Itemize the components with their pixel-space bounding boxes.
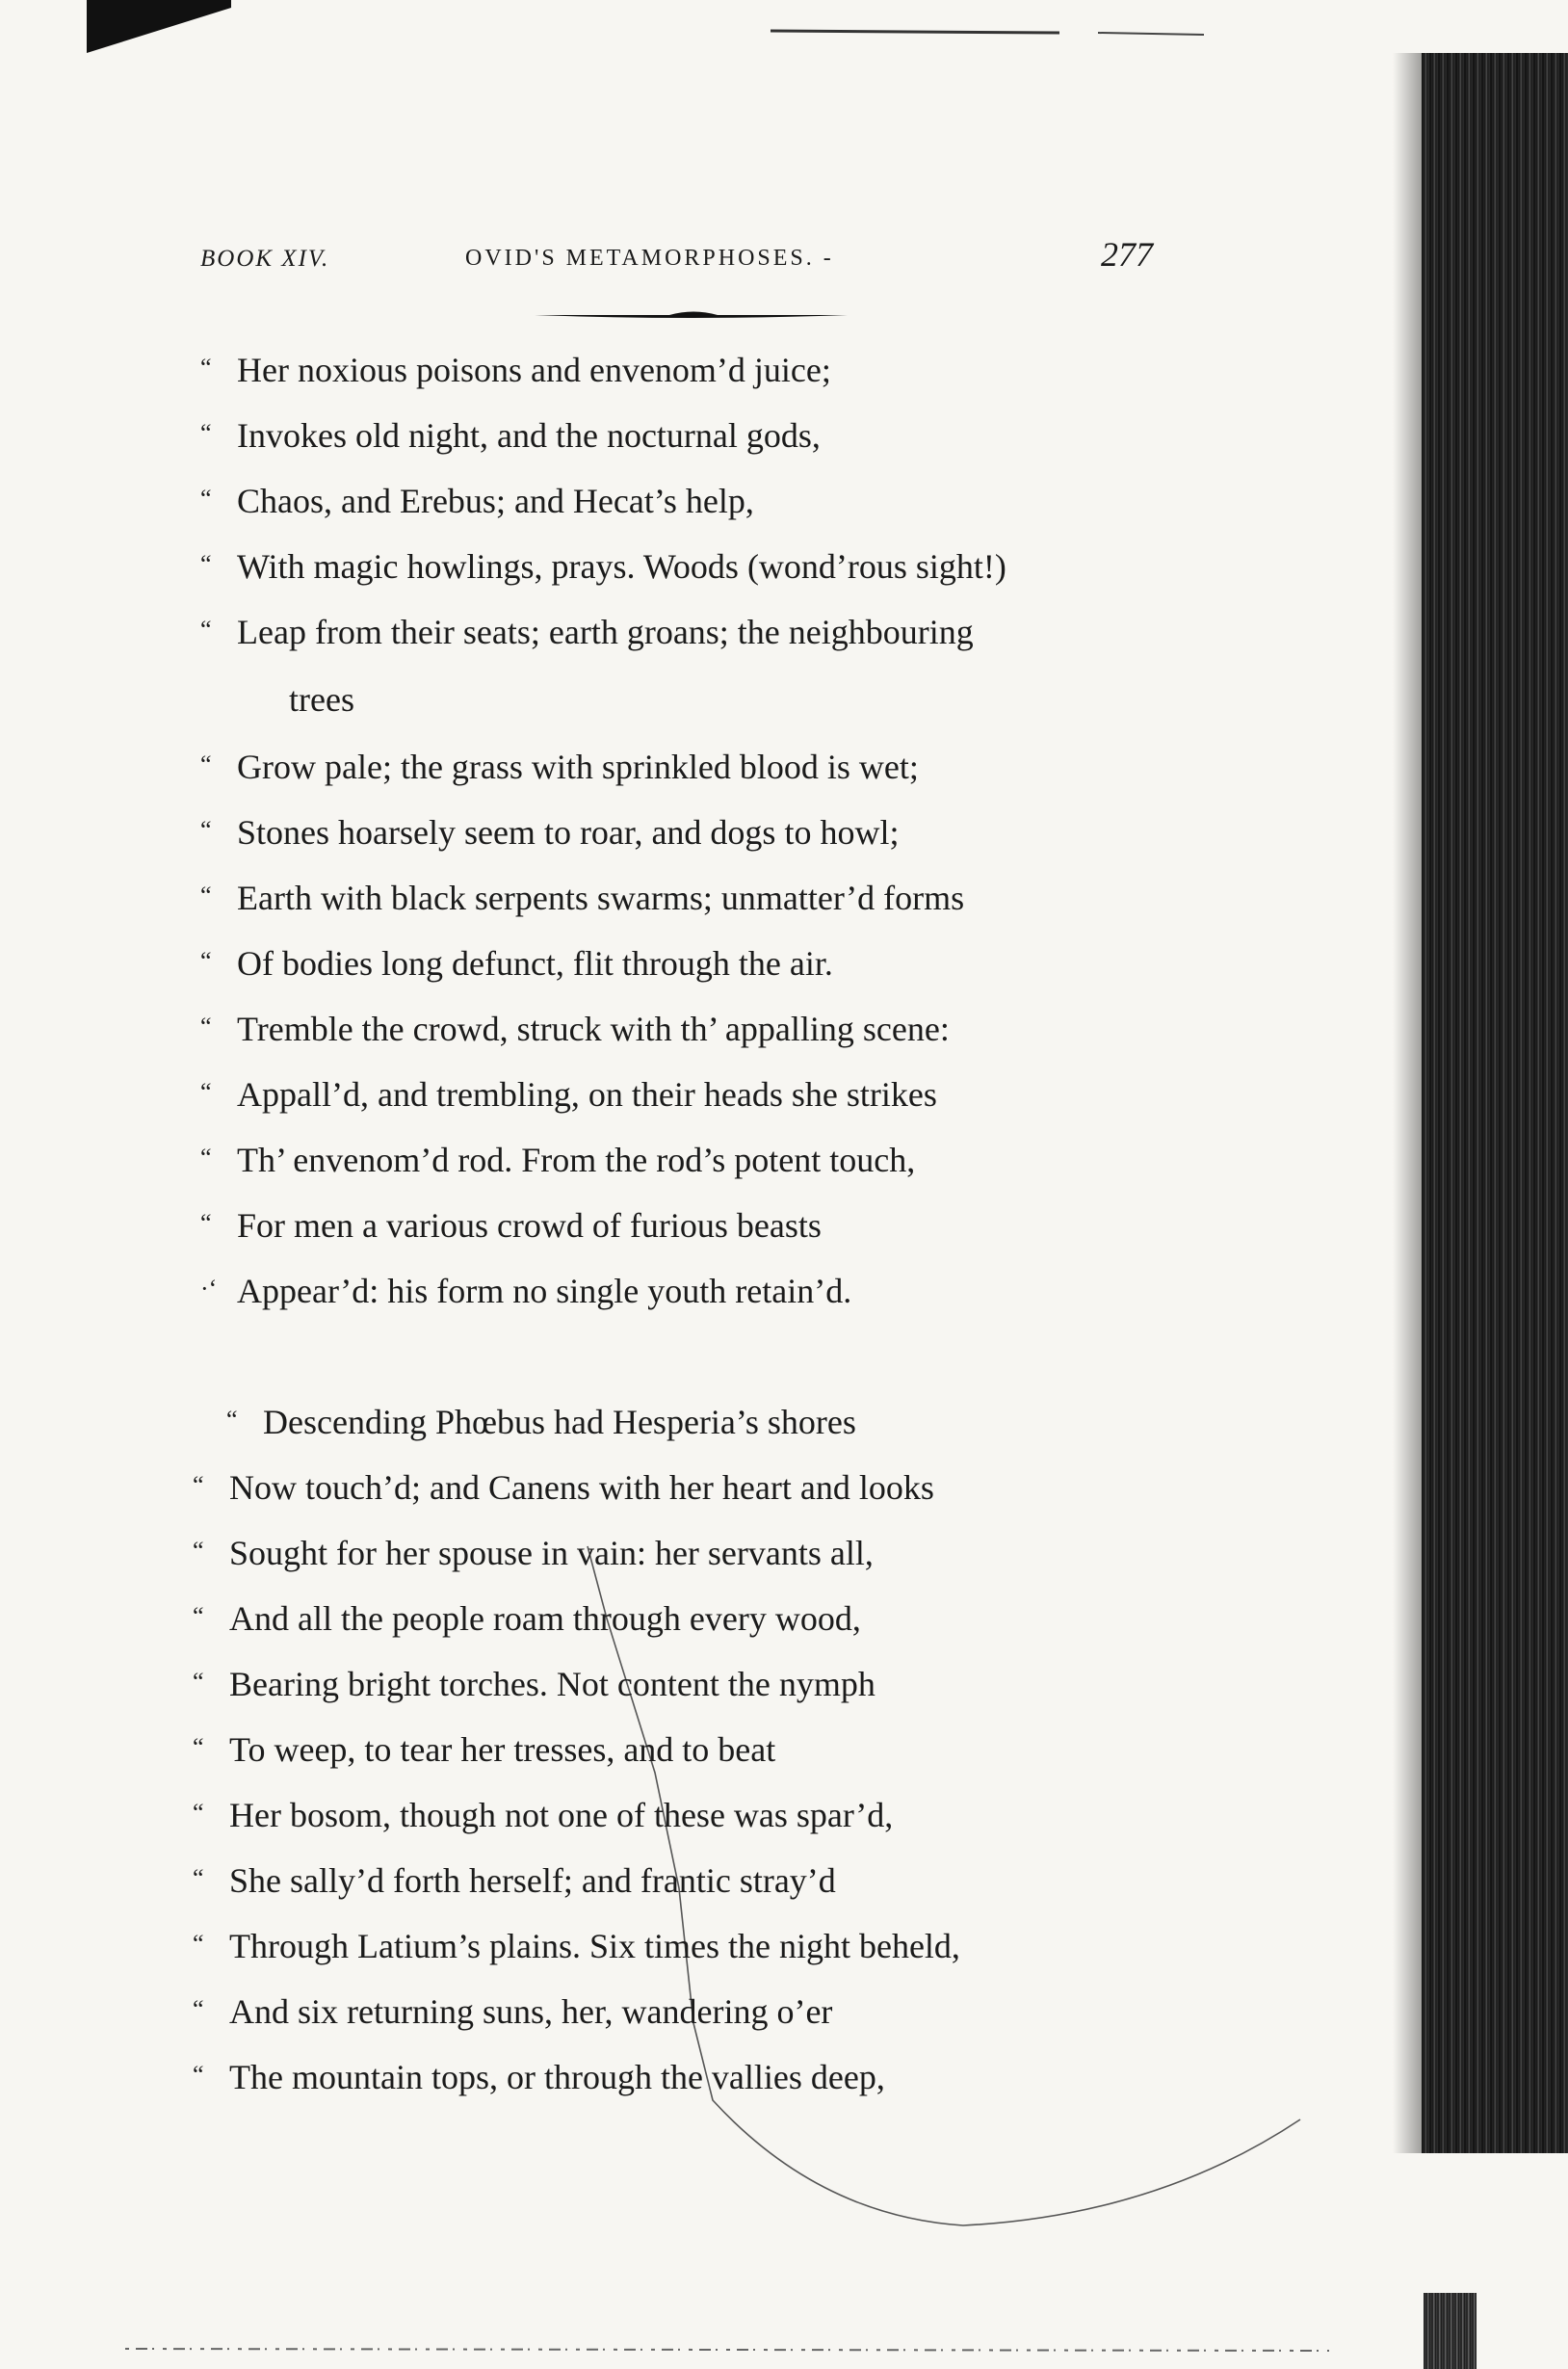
verse-text: Descending Phœbus had Hesperia’s shores bbox=[263, 1403, 856, 1441]
quote-mark: “ bbox=[200, 1209, 212, 1237]
verse-line bbox=[193, 1595, 861, 1640]
top-scan-rule bbox=[771, 27, 1204, 40]
verse-text: Now touch’d; and Canens with her heart and looks bbox=[229, 1468, 934, 1507]
book-label: BOOK XIV. bbox=[200, 246, 330, 272]
quote-mark: “ bbox=[200, 882, 212, 909]
bottom-edge-noise bbox=[125, 2343, 1329, 2356]
quote-mark: “ bbox=[200, 816, 212, 844]
verse-line bbox=[200, 1006, 950, 1050]
verse-line bbox=[200, 809, 899, 854]
quote-mark: “ bbox=[200, 947, 212, 975]
verse-text: And six returning suns, her, wandering o’er bbox=[229, 1992, 833, 2031]
quote-mark: “ bbox=[193, 1864, 204, 1892]
verse-line bbox=[193, 1661, 875, 1705]
quote-mark: “ bbox=[193, 1930, 204, 1958]
verse-line-continuation bbox=[289, 678, 354, 721]
corner-scan-mark bbox=[87, 0, 231, 53]
quote-mark: “ bbox=[200, 750, 212, 778]
quote-mark: “ bbox=[200, 1078, 212, 1106]
verse-line bbox=[200, 609, 974, 653]
verse-text: Stones hoarsely seem to roar, and dogs to howl; bbox=[237, 813, 900, 852]
quote-mark: “ bbox=[193, 1537, 204, 1565]
verse-text: To weep, to tear her tresses, and to beat bbox=[229, 1730, 776, 1769]
verse-text: Leap from their seats; earth groans; the neighbouring bbox=[237, 613, 974, 651]
verse-line bbox=[193, 1923, 960, 1967]
quote-mark: “ bbox=[200, 616, 212, 644]
running-head bbox=[200, 235, 1202, 284]
running-title: OVID'S METAMORPHOSES. - bbox=[465, 246, 834, 271]
binding-shadow bbox=[1422, 53, 1568, 2153]
quote-mark: “ bbox=[193, 1995, 204, 2023]
quote-mark: “ bbox=[193, 1733, 204, 1761]
quote-mark: “ bbox=[193, 1668, 204, 1696]
quote-mark: “ bbox=[200, 1013, 212, 1040]
quote-mark: “ bbox=[200, 485, 212, 513]
quote-mark: “ bbox=[226, 1406, 238, 1434]
verse-text: Her bosom, though not one of these was spar’d, bbox=[229, 1796, 894, 1834]
quote-mark: “ bbox=[193, 2061, 204, 2089]
verse-line bbox=[200, 543, 1006, 588]
verse-text: With magic howlings, prays. Woods (wond’rous sight!) bbox=[237, 547, 1006, 586]
verse-line bbox=[200, 744, 919, 788]
verse-line bbox=[200, 1202, 822, 1247]
binding-shadow-bottom bbox=[1424, 2293, 1477, 2369]
verse-line bbox=[200, 940, 833, 985]
verse-text: She sally’d forth herself; and frantic stray’d bbox=[229, 1861, 836, 1900]
quote-mark: “ bbox=[193, 1799, 204, 1827]
verse-line bbox=[200, 412, 821, 457]
verse-text: Bearing bright torches. Not content the nymph bbox=[229, 1665, 875, 1703]
verse-text: Appall’d, and trembling, on their heads she strikes bbox=[237, 1075, 937, 1114]
verse-line bbox=[193, 1857, 836, 1902]
verse-text: Her noxious poisons and envenom’d juice; bbox=[237, 351, 831, 389]
quote-mark: “ bbox=[200, 354, 212, 382]
verse-line bbox=[200, 1268, 851, 1312]
verse-line bbox=[200, 347, 831, 391]
quote-mark: ·‘ bbox=[200, 1275, 218, 1303]
verse-text: Through Latium’s plains. Six times the night beheld, bbox=[229, 1927, 960, 1965]
verse-line bbox=[200, 478, 754, 522]
quote-mark: “ bbox=[200, 550, 212, 578]
verse-text: Grow pale; the grass with sprinkled blood is wet; bbox=[237, 748, 919, 786]
page-number: 277 bbox=[1101, 235, 1153, 274]
verse-text: Th’ envenom’d rod. From the rod’s potent touch, bbox=[237, 1141, 916, 1179]
verse-text: Tremble the crowd, struck with th’ appalling scene: bbox=[237, 1010, 950, 1048]
ornamental-rule bbox=[535, 308, 848, 322]
verse-text: Chaos, and Erebus; and Hecat’s help, bbox=[237, 482, 754, 520]
verse-text: Earth with black serpents swarms; unmatter’d forms bbox=[237, 879, 965, 917]
quote-mark: “ bbox=[200, 419, 212, 447]
verse-text: For men a various crowd of furious beasts bbox=[237, 1206, 822, 1245]
verse-text: The mountain tops, or through the vallies deep, bbox=[229, 2058, 885, 2096]
verse-text: Invokes old night, and the nocturnal gods, bbox=[237, 416, 821, 455]
verse-line bbox=[193, 1530, 874, 1574]
verse-text: Sought for her spouse in vain: her servants all, bbox=[229, 1534, 874, 1572]
quote-mark: “ bbox=[193, 1471, 204, 1499]
verse-line bbox=[193, 2054, 885, 2098]
verse-line bbox=[193, 1464, 934, 1509]
verse-line bbox=[200, 1137, 915, 1181]
quote-mark: “ bbox=[200, 1144, 212, 1171]
verse-line bbox=[200, 875, 964, 919]
verse-line bbox=[193, 1792, 893, 1836]
verse-text: Of bodies long defunct, flit through the air. bbox=[237, 944, 833, 983]
verse-line bbox=[193, 1988, 832, 2033]
verse-line bbox=[200, 1071, 937, 1116]
verse-text: trees bbox=[289, 680, 354, 719]
quote-mark: “ bbox=[193, 1602, 204, 1630]
verse-line bbox=[193, 1726, 775, 1771]
verse-line bbox=[226, 1399, 856, 1443]
verse-text: Appear’d: his form no single youth retain’d. bbox=[237, 1272, 852, 1310]
verse-text: And all the people roam through every wood, bbox=[229, 1599, 861, 1638]
